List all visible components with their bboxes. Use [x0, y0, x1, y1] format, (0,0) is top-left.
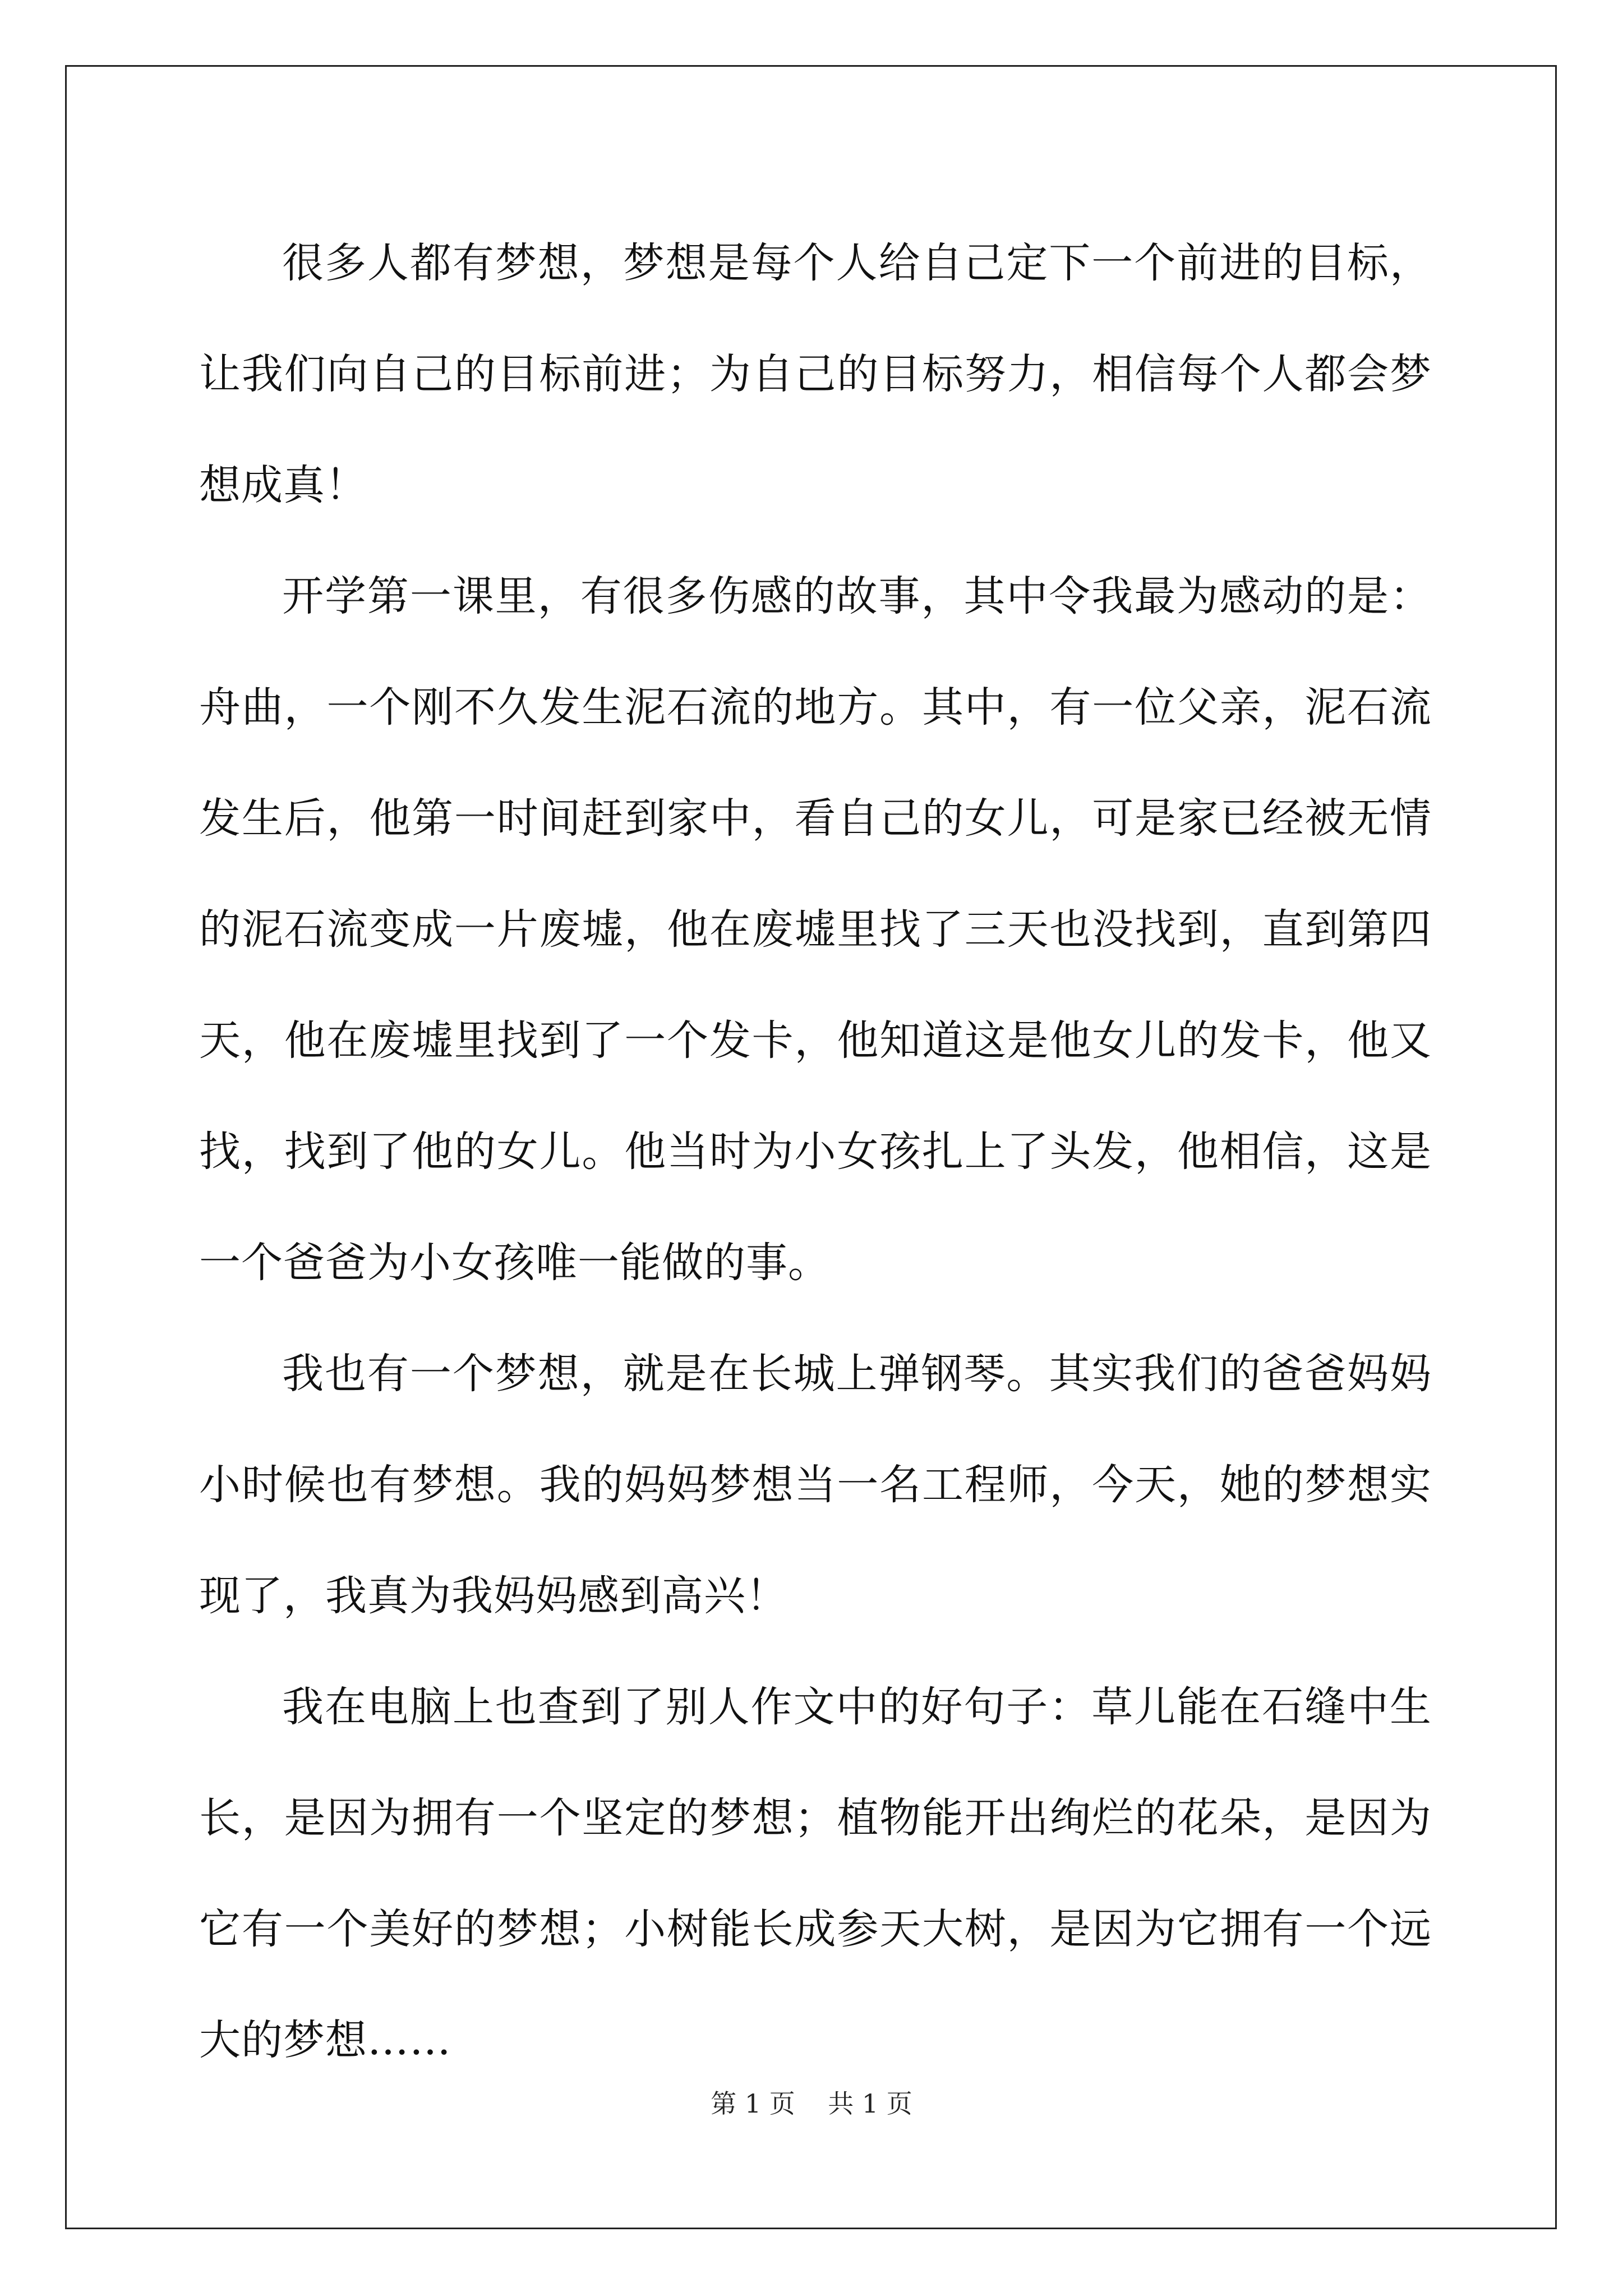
paragraph-3: 我也有一个梦想，就是在长城上弹钢琴。其实我们的爸爸妈妈小时候也有梦想。我的妈妈梦想当一名工程师，今天，她的梦想实现了，我真为我妈妈感到高兴！: [199, 1350, 1432, 1620]
document-body: [199, 208, 1432, 2096]
paragraph-2: 开学第一课里，有很多伤感的故事，其中令我最为感动的是：舟曲，一个刚不久发生泥石流的地方。其中，有一位父亲，泥石流发生后，他第一时间赶到家中，看自己的女儿，可是家已经被无情的泥石流变成一片废墟，他在废墟里找了三天也没找到，直到第四天，他在废墟里找到了一个发卡，他知道这是他女儿的发卡，他又找，找到了他的女儿。他当时为小女孩扎上了头发，他相信，这是一个爸爸为小女孩唯一能做的事。: [199, 572, 1432, 1287]
page-number: 第 1 页: [711, 2088, 795, 2119]
footer-spacer: [795, 2088, 828, 2119]
paragraph-1: 很多人都有梦想，梦想是每个人给自己定下一个前进的目标，让我们向自己的目标前进；为自己的目标努力，相信每个人都会梦想成真！: [199, 239, 1432, 509]
page-footer: [0, 2087, 1623, 2120]
page-total: 共 1 页: [828, 2088, 912, 2119]
paragraph-4: 我在电脑上也查到了别人作文中的好句子：草儿能在石缝中生长，是因为拥有一个坚定的梦想；植物能开出绚烂的花朵，是因为它有一个美好的梦想；小树能长成参天大树，是因为它拥有一个远大的梦想……: [199, 1683, 1432, 2064]
